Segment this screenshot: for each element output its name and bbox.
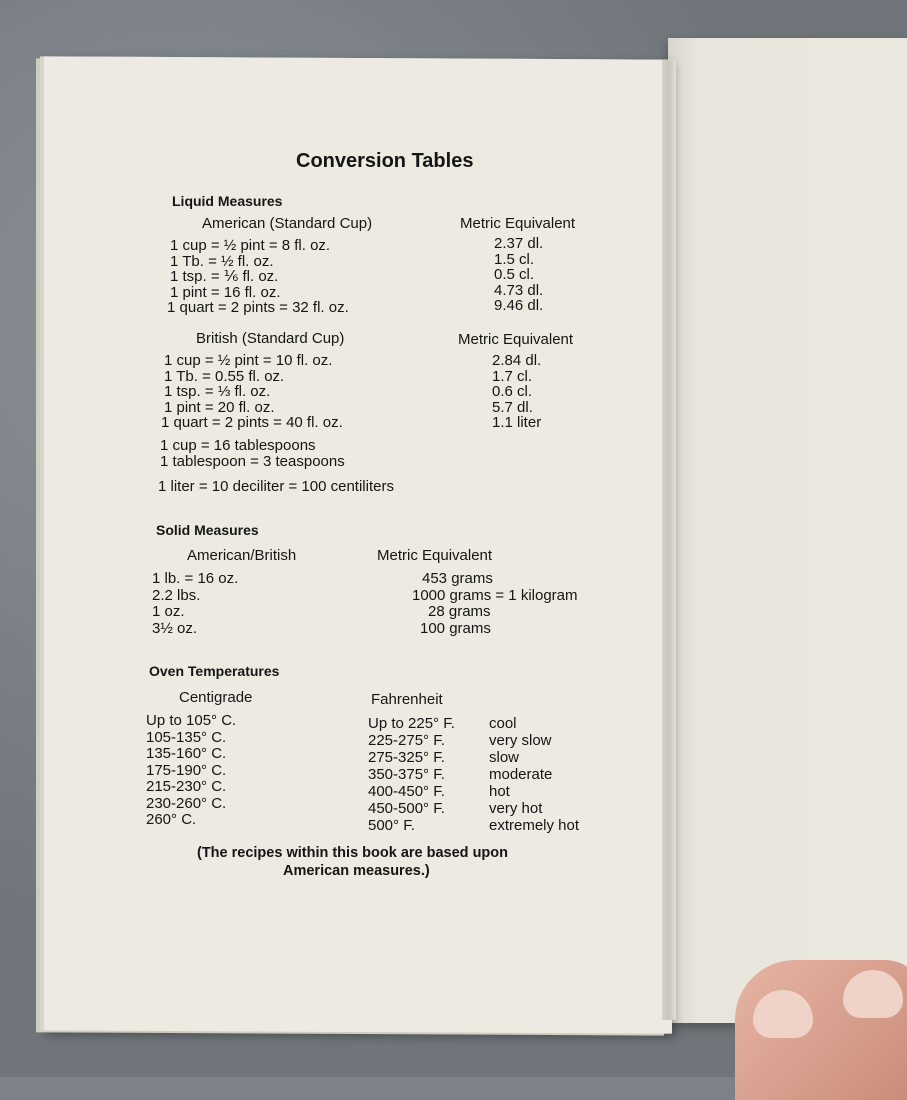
list-item: 215-230° C. xyxy=(146,778,227,795)
american-metric xyxy=(494,236,543,314)
list-item: very hot xyxy=(489,800,543,817)
british-metric-header: Metric Equivalent xyxy=(458,331,574,348)
book-gutter xyxy=(662,60,676,1020)
footer-line-2: American measures.) xyxy=(283,863,430,879)
footer-line-1: (The recipes within this book are based upon xyxy=(197,845,508,861)
list-item: 450-500° F. xyxy=(368,800,445,817)
list-item: extremely hot xyxy=(489,817,580,834)
fingernail xyxy=(843,970,903,1018)
solid-metric-0: 453 grams xyxy=(422,570,493,587)
oven-heading: Oven Temperatures xyxy=(149,663,280,679)
list-item: 260° C. xyxy=(146,811,197,828)
list-item: 1 cup = 16 tablespoons xyxy=(160,437,316,454)
list-item: 2.37 dl. xyxy=(494,235,544,252)
list-item: 1 cup = ½ pint = 10 fl. oz. xyxy=(164,352,333,369)
liter-note: 1 liter = 10 deciliter = 100 centiliters xyxy=(158,478,394,495)
list-item: 1 tsp. = ⅙ fl. oz. xyxy=(170,268,279,285)
list-item: 5.7 dl. xyxy=(492,398,533,416)
british-metric xyxy=(492,353,541,431)
american-rows xyxy=(167,237,349,316)
list-item: 230-260° C. xyxy=(146,794,227,812)
list-item: 2.84 dl. xyxy=(492,352,542,369)
list-item: slow xyxy=(489,749,520,766)
list-item: 135-160° C. xyxy=(146,745,227,762)
list-item: Up to 225° F. xyxy=(368,715,455,732)
list-item: hot xyxy=(489,783,510,800)
list-item: cool xyxy=(489,715,517,732)
right-page xyxy=(668,38,907,1023)
solid-rows xyxy=(152,571,238,637)
list-item: 1 cup = ½ pint = 8 fl. oz. xyxy=(170,237,331,254)
oven-descriptions xyxy=(489,716,579,835)
solid-metric-header: Metric Equivalent xyxy=(377,547,493,564)
list-item: 0.5 cl. xyxy=(494,266,535,283)
fahrenheit-header: Fahrenheit xyxy=(371,691,443,708)
list-item: 1.1 liter xyxy=(492,414,542,431)
list-item: 1 oz. xyxy=(152,603,185,620)
list-item: 1 tablespoon = 3 teaspoons xyxy=(160,452,345,470)
list-item: 350-375° F. xyxy=(368,766,445,783)
metric-header: Metric Equivalent xyxy=(460,215,576,232)
list-item: 1 pint = 20 fl. oz. xyxy=(164,398,275,416)
solid-metric-1: 1000 grams = 1 kilogram xyxy=(412,587,578,604)
list-item: 1.5 cl. xyxy=(494,250,535,268)
solid-american-header: American/British xyxy=(187,547,297,564)
page-title: Conversion Tables xyxy=(296,150,474,172)
list-item: 1 quart = 2 pints = 40 fl. oz. xyxy=(161,414,343,431)
solid-heading: Solid Measures xyxy=(156,522,259,538)
british-rows xyxy=(161,352,343,431)
solid-metric-3: 100 grams xyxy=(420,620,491,637)
list-item: 1 pint = 16 fl. oz. xyxy=(170,283,281,301)
list-item: 1 Tb. = ½ fl. oz. xyxy=(170,252,274,270)
fingernail xyxy=(753,990,813,1038)
list-item: moderate xyxy=(489,766,553,783)
list-item: 2.2 lbs. xyxy=(152,586,201,604)
list-item: 1 quart = 2 pints = 32 fl. oz. xyxy=(167,299,349,316)
list-item: very slow xyxy=(489,732,552,749)
centigrade-list xyxy=(146,713,236,829)
list-item: 105-135° C. xyxy=(146,728,227,746)
list-item: Up to 105° C. xyxy=(146,712,237,729)
centigrade-header: Centigrade xyxy=(179,689,253,706)
liquid-heading: Liquid Measures xyxy=(172,193,283,209)
list-item: 4.73 dl. xyxy=(494,281,544,299)
list-item: 400-450° F. xyxy=(368,783,445,800)
fahrenheit-list xyxy=(368,716,455,835)
list-item: 225-275° F. xyxy=(368,732,445,749)
list-item: 1 tsp. = ⅓ fl. oz. xyxy=(164,383,271,400)
left-page xyxy=(44,56,672,1033)
list-item: 1.7 cl. xyxy=(492,367,533,385)
american-header: American (Standard Cup) xyxy=(202,215,373,232)
cup-notes xyxy=(160,438,345,469)
list-item: 3½ oz. xyxy=(152,619,198,637)
hand xyxy=(735,960,907,1100)
list-item: 0.6 cl. xyxy=(492,383,533,400)
list-item: 1 lb. = 16 oz. xyxy=(152,570,239,587)
list-item: 1 Tb. = 0.55 fl. oz. xyxy=(164,367,285,385)
british-header: British (Standard Cup) xyxy=(196,330,345,347)
list-item: 275-325° F. xyxy=(368,749,445,766)
solid-metric-2: 28 grams xyxy=(428,603,491,620)
list-item: 175-190° C. xyxy=(146,761,227,779)
list-item: 9.46 dl. xyxy=(494,297,544,314)
list-item: 500° F. xyxy=(368,817,415,834)
